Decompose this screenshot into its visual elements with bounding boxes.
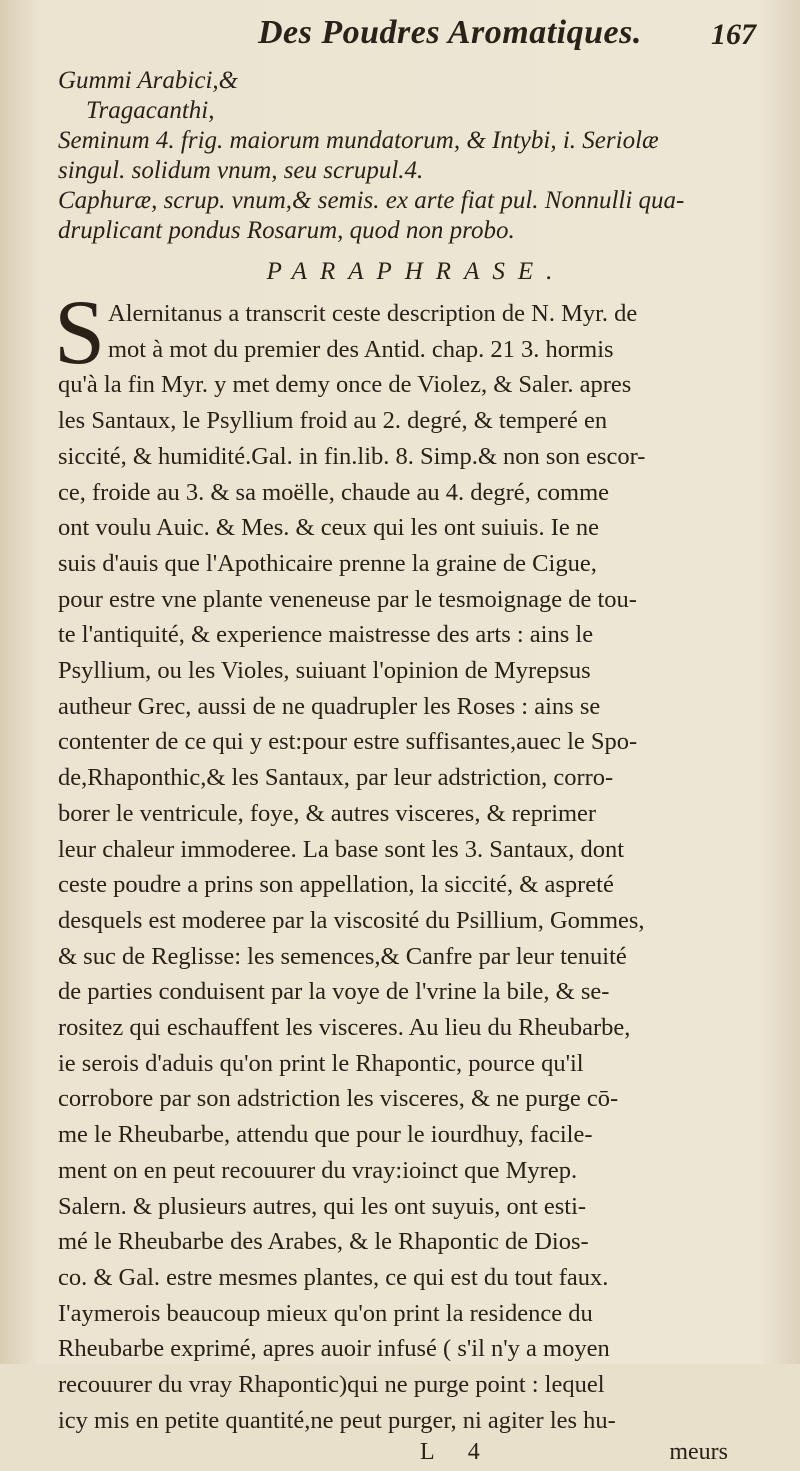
- text-line: me le Rheubarbe, attendu que pour le iourdhuy, facile-: [58, 1121, 593, 1149]
- text-line: rositez qui eschauffent les visceres. Au lieu du Rheubarbe,: [58, 1014, 631, 1042]
- text-line: icy mis en petite quantité,ne peut purger, ni agiter les hu-: [58, 1406, 616, 1434]
- text-line: pour estre vne plante veneneuse par le tesmoignage de tou-: [58, 585, 637, 613]
- text-line: ment on en peut recouurer du vray:ioinct que Myrep.: [58, 1156, 578, 1184]
- page-number: 167: [711, 18, 756, 51]
- text-line: mot à mot du premier des Antid. chap. 21 3. hormis: [108, 335, 614, 363]
- text-line: les Santaux, le Psyllium froid au 2. degré, & temperé en: [58, 407, 608, 435]
- text-line: Alernitanus a transcrit ceste description de N. Myr. de: [108, 300, 638, 327]
- text-line: mé le Rheubarbe des Arabes, & le Rhapontic de Dios-: [58, 1228, 589, 1256]
- recipe-line: Seminum 4. frig. maiorum mundatorum, & Intybi, i. Seriolæ: [58, 127, 659, 154]
- text-line: ie serois d'aduis qu'on print le Rhapontic, pource qu'il: [58, 1049, 584, 1077]
- text-line: siccité, & humidité.Gal. in fin.lib. 8. Simp.& non son escor-: [58, 442, 646, 470]
- text-line: Psyllium, ou les Violes, suiuant l'opinion de Myrepsus: [58, 657, 591, 685]
- recipe-line: Gummi Arabici,&: [58, 67, 239, 94]
- text-line: Rheubarbe exprimé, apres auoir infusé ( s'il n'y a moyen: [58, 1335, 610, 1363]
- text-line: desquels est moderee par la viscosité du Psillium, Gommes,: [58, 906, 645, 934]
- page-footer: [58, 1439, 764, 1471]
- text-line: ce, froide au 3. & sa moëlle, chaude au 4. degré, comme: [58, 478, 610, 506]
- paraphrase-text: [54, 281, 764, 1439]
- text-line: autheur Grec, aussi de ne quadrupler les Roses : ains se: [58, 692, 601, 720]
- text-line: te l'antiquité, & experience maistresse des arts : ains le: [58, 621, 594, 649]
- text-line: de,Rhaponthic,& les Santaux, par leur adstriction, corro-: [58, 764, 614, 792]
- running-head: Des Poudres Aromatiques.: [258, 14, 642, 51]
- text-line: Salern. & plusieurs autres, qui les ont suyuis, ont esti-: [58, 1192, 587, 1220]
- text-line: borer le ventricule, foye, & autres visceres, & reprimer: [58, 799, 597, 827]
- text-line: qu'à la fin Myr. y met demy once de Violez, & Saler. apres: [58, 371, 632, 399]
- text-line: recouurer du vray Rhapontic)qui ne purge point : lequel: [58, 1371, 605, 1399]
- recipe-line: singul. solidum vnum, seu scrupul.4.: [58, 157, 424, 184]
- text-line: co. & Gal. estre mesmes plantes, ce qui est du tout faux.: [58, 1263, 609, 1291]
- page-header: [58, 14, 764, 66]
- recipe-line: druplicant pondus Rosarum, quod non probo.: [58, 217, 515, 244]
- section-heading: PARAPHRASE.: [266, 258, 566, 285]
- text-line: ont voulu Auic. & Mes. & ceux qui les ont suiuis. Ie ne: [58, 514, 599, 542]
- text-line: suis d'auis que l'Apothicaire prenne la graine de Cigue,: [58, 549, 597, 577]
- text-line: contenter de ce qui y est:pour estre suffisantes,auec le Spo-: [58, 728, 638, 756]
- catchword: meurs: [669, 1438, 728, 1465]
- recipe-line: Tragacanthi,: [86, 97, 215, 124]
- text-line: corrobore par son adstriction les visceres, & ne purge cō-: [58, 1085, 619, 1113]
- text-line: I'aymerois beaucoup mieux qu'on print la residence du: [58, 1299, 593, 1327]
- drop-cap: S: [54, 281, 106, 383]
- text-line: de parties conduisent par la voye de l'vrine la bile, & se-: [58, 978, 610, 1006]
- signature-mark: L 4: [420, 1438, 494, 1465]
- text-line: & suc de Reglisse: les semences,& Canfre par leur tenuité: [58, 942, 627, 970]
- text-line: ceste poudre a prins son appellation, la siccité, & aspreté: [58, 871, 614, 899]
- text-line: leur chaleur immoderee. La base sont les 3. Santaux, dont: [58, 835, 625, 863]
- recipe-block: [58, 66, 764, 246]
- recipe-line: Caphuræ, scrup. vnum,& semis. ex arte fiat pul. Nonnulli qua-: [58, 187, 685, 214]
